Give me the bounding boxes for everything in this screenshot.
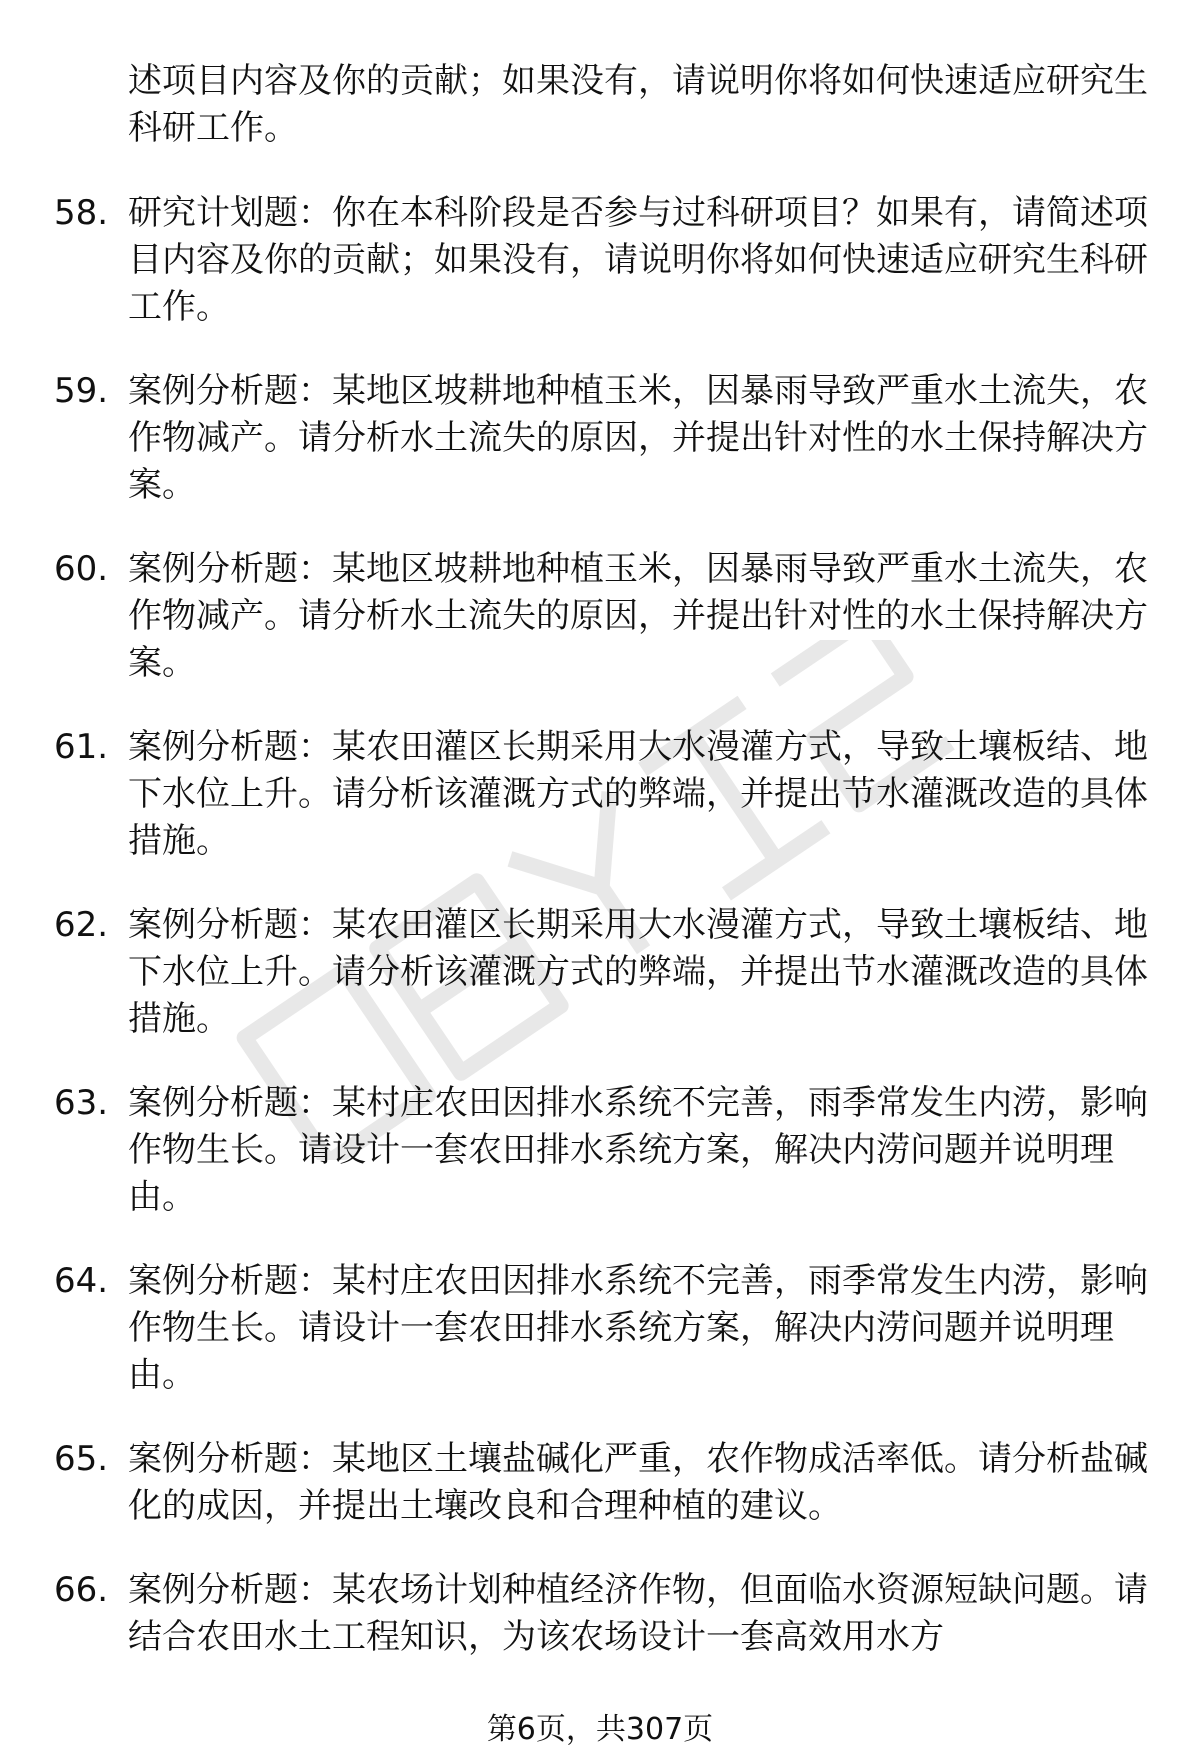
question-text: 案例分析题：某地区坡耕地种植玉米，因暴雨导致严重水土流失，农作物减产。请分析水土流失的原因，并提出针对性的水土保持解决方案。 [128, 549, 1148, 683]
question-text: 案例分析题：某农场计划种植经济作物，但面临水资源短缺问题。请结合农田水土工程知识，为该农场设计一套高效用水方 [128, 1570, 1148, 1657]
question-item [0, 902, 1200, 1043]
question-item [0, 724, 1200, 865]
question-item [0, 546, 1200, 687]
question-text: 案例分析题：某村庄农田因排水系统不完善，雨季常发生内涝，影响作物生长。请设计一套农田排水系统方案，解决内涝问题并说明理由。 [128, 1083, 1148, 1217]
question-number: 60. [54, 549, 109, 589]
question-text: 案例分析题：某地区土壤盐碱化严重，农作物成活率低。请分析盐碱化的成因，并提出土壤改良和合理种植的建议。 [128, 1439, 1148, 1526]
question-item [0, 368, 1200, 509]
question-number: 65. [54, 1439, 109, 1479]
question-item [0, 1436, 1200, 1530]
question-number: 59. [54, 371, 109, 411]
question-number: 64. [54, 1261, 109, 1301]
question-text: 案例分析题：某农田灌区长期采用大水漫灌方式，导致土壤板结、地下水位上升。请分析该灌溉方式的弊端，并提出节水灌溉改造的具体措施。 [128, 905, 1148, 1039]
question-number: 66. [54, 1570, 109, 1610]
carryover-text: 述项目内容及你的贡献；如果没有，请说明你将如何快速适应研究生科研工作。 [128, 61, 1148, 148]
question-text: 研究计划题：你在本科阶段是否参与过科研项目？如果有，请简述项目内容及你的贡献；如果没有，请说明你将如何快速适应研究生科研工作。 [128, 193, 1148, 327]
question-text: 案例分析题：某农田灌区长期采用大水漫灌方式，导致土壤板结、地下水位上升。请分析该灌溉方式的弊端，并提出节水灌溉改造的具体措施。 [128, 727, 1148, 861]
question-item [0, 1080, 1200, 1221]
question-list [0, 190, 1200, 1698]
page-footer: 第6页，共307页 [486, 1712, 714, 1747]
question-number: 62. [54, 905, 109, 945]
question-text: 案例分析题：某地区坡耕地种植玉米，因暴雨导致严重水土流失，农作物减产。请分析水土流失的原因，并提出针对性的水土保持解决方案。 [128, 371, 1148, 505]
question-number: 63. [54, 1083, 109, 1123]
question-number: 58. [54, 193, 109, 233]
question-item [0, 1567, 1200, 1661]
question-item [0, 1258, 1200, 1399]
question-text: 案例分析题：某村庄农田因排水系统不完善，雨季常发生内涝，影响作物生长。请设计一套农田排水系统方案，解决内涝问题并说明理由。 [128, 1261, 1148, 1395]
question-item [0, 190, 1200, 331]
question-number: 61. [54, 727, 109, 767]
